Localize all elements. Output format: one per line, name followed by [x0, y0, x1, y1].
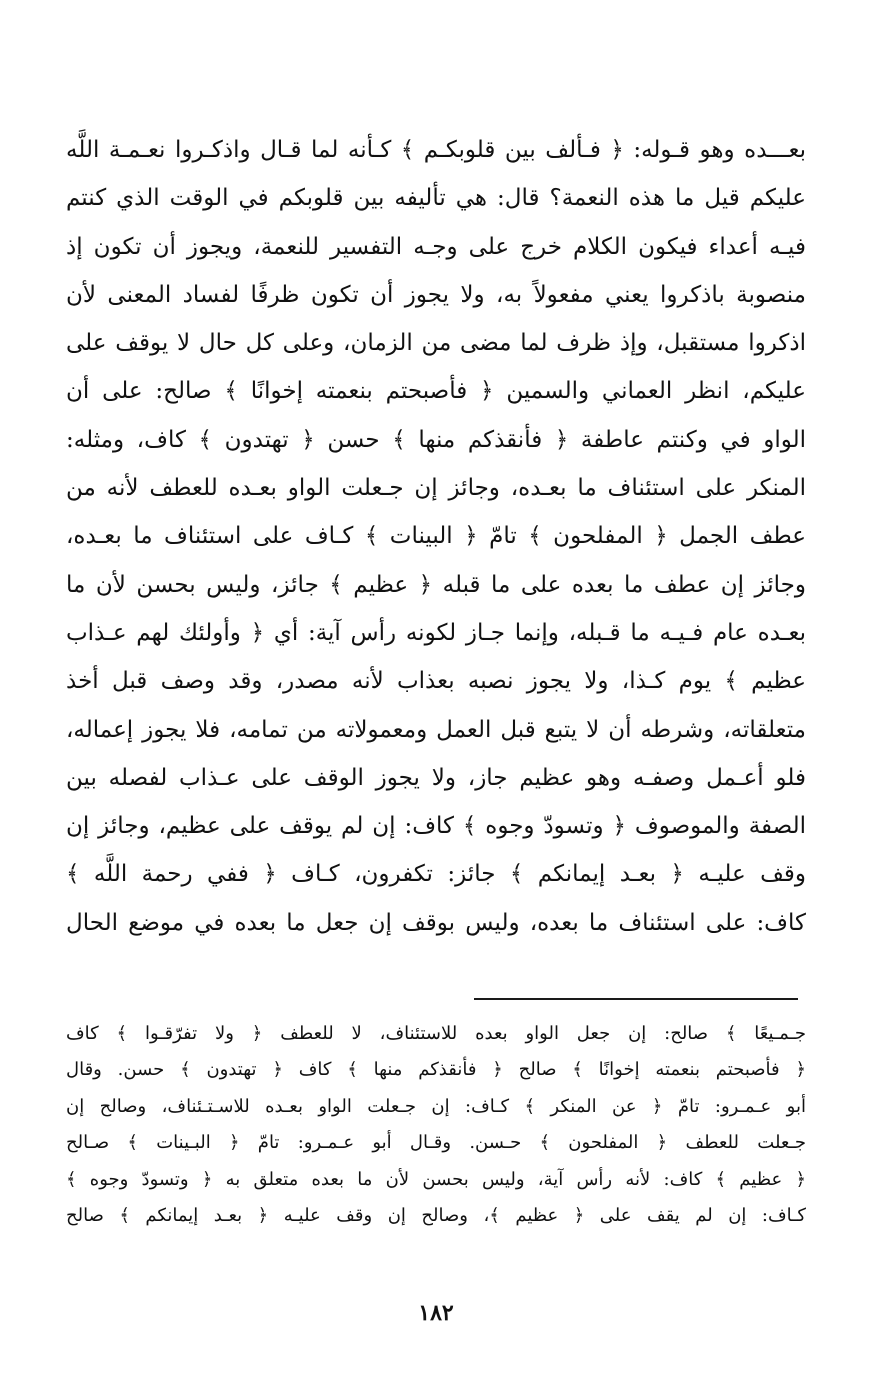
main-text-line: اذكروا مستقبل، وإذ ظرف لما مضى من الزمان، وعلى كل حال لا يوقف على [66, 330, 806, 357]
footnotes-block [66, 1016, 806, 1234]
main-text-line: وجائز إن عطف ما بعده على ما قبله ﴿ عظيم ﴾ جائز، وليس بحسن لأن ما [66, 571, 806, 598]
main-text-line: متعلقاته، وشرطه أن لا يتبع قبل العمل ومعمولاته من تمامه، فلا يجوز إعماله، [66, 716, 806, 743]
page-number: ١٨٢ [418, 1300, 454, 1326]
main-text-line: الصفة والموصوف ﴿ وتسودّ وجوه ﴾ كاف: إن لم يوقف على عظيم، وجائز إن [66, 813, 806, 840]
main-text-line: المنكر على استئناف ما بعـده، وجائز إن جـعلت الواو بعـده للعطف لأنه من [66, 475, 806, 502]
footnote-line: أبو عـمـرو: تامّ ﴿ عن المنكر ﴾ كـاف: إن جـعلت الواو بعـده للاسـتـئناف، وصالح إن [66, 1095, 806, 1117]
main-text-line: فلو أعـمل وصفـه وهو عظيم جاز، ولا يجوز الوقف على عـذاب لفصله بين [66, 764, 806, 791]
main-text-line: عطف الجمل ﴿ المفلحون ﴾ تامّ ﴿ البينات ﴾ كـاف على استئناف ما بعـده، [66, 523, 806, 550]
footnote-line: ﴿ عظيم ﴾ كاف: لأنه رأس آية، وليس بحسن لأن ما بعده متعلق به ﴿ وتسودّ وجوه ﴾ [66, 1168, 806, 1190]
main-text-line: عليكم قيل ما هذه النعمة؟ قال: هي تأليفه بين قلوبكم في الوقت الذي كنتم [66, 185, 806, 212]
main-text-line: منصوبة باذكروا يعني مفعولاً به، ولا يجوز أن تكون ظرفًا لفساد المعنى لأن [66, 281, 806, 308]
footnote-line: جـمـيعًا ﴾ صالح: إن جعل الواو بعده للاستئناف، لا للعطف ﴿ ولا تفرّقـوا ﴾ كاف [66, 1023, 806, 1044]
footnote-line: ﴿ فأصبحتم بنعمته إخوانًا ﴾ صالح ﴿ فأنقذكم منها ﴾ كاف ﴿ تهتدون ﴾ حسن. وقال [66, 1059, 806, 1081]
main-text-line: كاف: على استئناف ما بعده، وليس بوقف إن جعل ما بعده في موضع الحال [66, 909, 806, 936]
footnote-line: كـاف: إن لم يقف على ﴿ عظيم ﴾، وصالح إن وقف عليـه ﴿ بعـد إيمانكم ﴾ صالح [66, 1204, 806, 1226]
main-text-line: وقف عليـه ﴿ بعـد إيمانكم ﴾ جائز: تكفرون، كـاف ﴿ ففي رحمة اللَّه ﴾ [66, 861, 806, 888]
main-text-block [66, 126, 806, 947]
main-text-line: بعـده عام فـيـه ما قـبله، وإنما جـاز لكونه رأس آية: أي ﴿ وأولئك لهم عـذاب [66, 619, 806, 646]
main-text-line: عظيم ﴾ يوم كـذا، ولا يجوز نصبه بعذاب لأنه مصدر، وقد وصف قبل أخذ [66, 668, 806, 695]
main-text-line: فيـه أعداء فيكون الكلام خرج على وجـه التفسير للنعمة، ويجوز أن تكون إذ [66, 233, 806, 260]
main-text-line: بعـــده وهو قـوله: ﴿ فـألف بين قلوبكـم ﴾ كـأنه لما قـال واذكـروا نعـمـة اللَّه [66, 137, 806, 163]
main-text-line: الواو في وكنتم عاطفة ﴿ فأنقذكم منها ﴾ حسن ﴿ تهتدون ﴾ كاف، ومثله: [66, 426, 806, 453]
footnote-line: جـعلت للعطف ﴿ المفلحون ﴾ حـسن. وقـال أبو عـمـرو: تامّ ﴿ البـينات ﴾ صـالح [66, 1132, 806, 1154]
footnote-separator [474, 998, 798, 1000]
main-text-line: عليكم، انظر العماني والسمين ﴿ فأصبحتم بنعمته إخوانًا ﴾ صالح: على أن [66, 378, 806, 405]
